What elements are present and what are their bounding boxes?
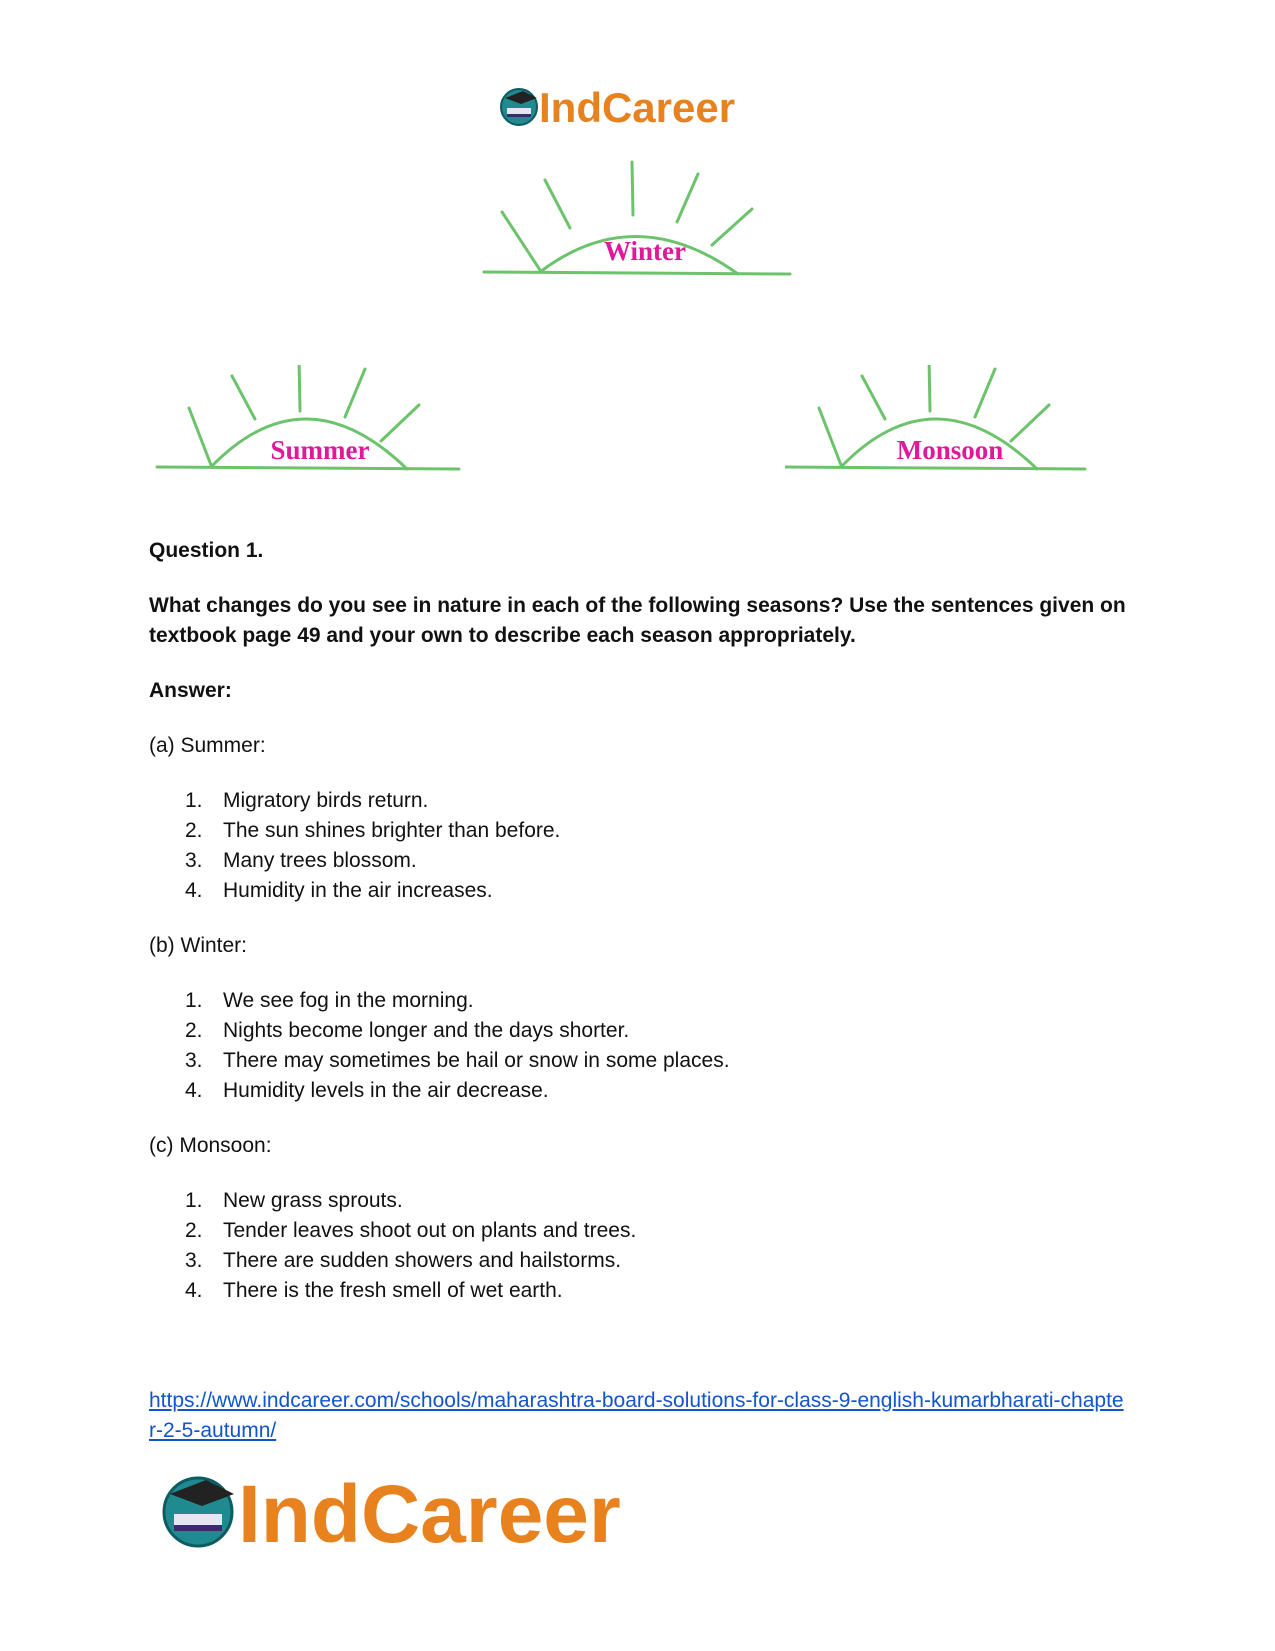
source-link[interactable]: https://www.indcareer.com/schools/maharashtra-board-solutions-for-class-9-english-kumarbharati-chapter-2-5-autumn/: [149, 1389, 1124, 1442]
list-item: 1. Migratory birds return.: [185, 789, 429, 812]
list-item: 2. Tender leaves shoot out on plants and trees.: [185, 1219, 637, 1242]
winter-sun-diagram: [480, 160, 810, 290]
header-logo: [499, 80, 774, 132]
monsoon-label: Monsoon: [896, 435, 1004, 465]
list-item: 2. The sun shines brighter than before.: [185, 819, 561, 842]
summer-label: Summer: [270, 435, 370, 465]
list-item: 2. Nights become longer and the days shorter.: [185, 1019, 630, 1042]
section-heading-summer: (a) Summer:: [149, 734, 266, 757]
list-item: 3. Many trees blossom.: [185, 849, 417, 872]
list-item: 1. We see fog in the morning.: [185, 989, 474, 1012]
list-item: 4. Humidity levels in the air decrease.: [185, 1079, 549, 1102]
list-item: 3. There may sometimes be hail or snow in some places.: [185, 1049, 730, 1072]
section-heading-monsoon: (c) Monsoon:: [149, 1134, 272, 1157]
question-label: Question 1.: [149, 539, 264, 562]
logo-text: IndCareer: [238, 1469, 621, 1560]
summer-list: [149, 786, 1129, 906]
winter-list: [149, 986, 1129, 1106]
answer-label: Answer:: [149, 679, 232, 702]
graduation-cap-globe-icon: [164, 1478, 234, 1546]
winter-label: Winter: [604, 236, 686, 266]
list-item: 4. Humidity in the air increases.: [185, 879, 493, 902]
monsoon-list: [149, 1186, 1129, 1306]
list-item: 4. There is the fresh smell of wet earth.: [185, 1279, 563, 1302]
document-body: [149, 536, 1129, 1331]
list-item: 3. There are sudden showers and hailstorms.: [185, 1249, 622, 1272]
graduation-cap-globe-icon: [501, 89, 537, 125]
section-heading-winter: (b) Winter:: [149, 934, 248, 957]
monsoon-sun-diagram: [785, 365, 1115, 495]
list-item: 1. New grass sprouts.: [185, 1189, 403, 1212]
question-text: What changes do you see in nature in each of the following seasons? Use the sentences given on textbook page 49 and your own to describe each season appropriately.: [149, 594, 1126, 647]
logo-text: IndCareer: [539, 84, 736, 131]
summer-sun-diagram: [155, 365, 485, 495]
footer-logo: [160, 1460, 700, 1560]
